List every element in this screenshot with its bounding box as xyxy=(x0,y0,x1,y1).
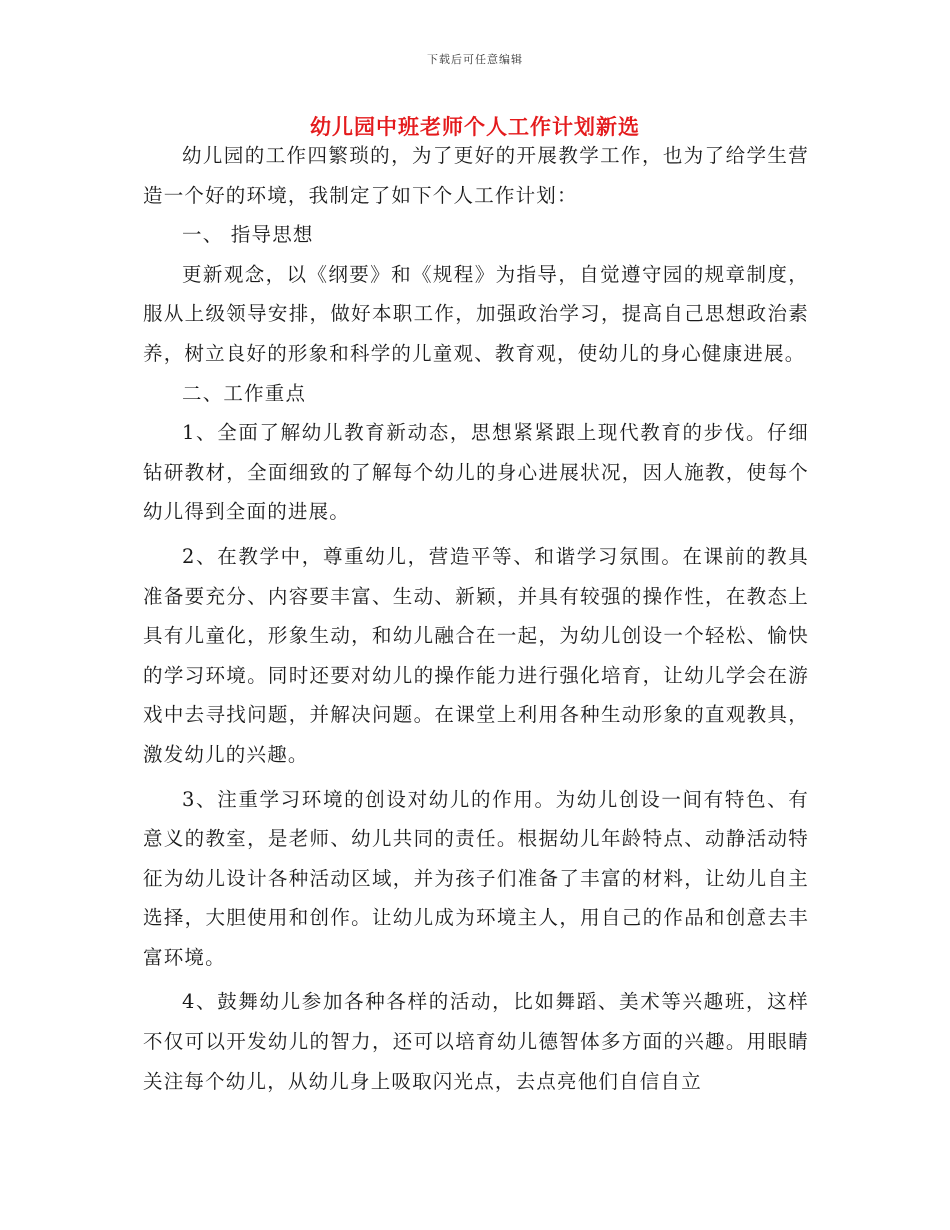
paragraph-item-3: 3、注重学习环境的创设对幼儿的作用。为幼儿创设一间有特色、有意义的教室，是老师、幼儿共同的责任。根据幼儿年龄特点、动静活动特征为幼儿设计各种活动区域，并为孩子们准备了丰富的材料，让幼儿自主选择，大胆使用和创作。让幼儿成为环境主人，用自己的作品和创意去丰富环境。 xyxy=(143,787,809,969)
paragraph-item-4: 4、鼓舞幼儿参加各种各样的活动，比如舞蹈、美术等兴趣班，这样不仅可以开发幼儿的智力，还可以培育幼儿德智体多方面的兴趣。用眼睛关注每个幼儿，从幼儿身上吸取闪光点，去点亮他们自信自立 xyxy=(143,990,809,1093)
intro-paragraph: 幼儿园的工作四繁琐的，为了更好的开展教学工作，也为了给学生营造一个好的环境，我制定了如下个人工作计划： xyxy=(143,144,809,207)
paragraph-item-1: 1、全面了解幼儿教育新动态，思想紧紧跟上现代教育的步伐。仔细钻研教材，全面细致的了解每个幼儿的身心进展状况，因人施教，使每个幼儿得到全面的进展。 xyxy=(143,421,809,524)
section-heading-work-focus: 二、工作重点 xyxy=(182,381,307,405)
paragraph-item-2: 2、在教学中，尊重幼儿，营造平等、和谐学习氛围。在课前的教具准备要充分、内容要丰富、生动、新颖，并具有较强的操作性，在教态上具有儿童化，形象生动，和幼儿融合在一起，为幼儿创设一个轻松、愉快的学习环境。同时还要对幼儿的操作能力进行强化培育，让幼儿学会在游戏中去寻找问题，并解决问题。在课堂上利用各种生动形象的直观教具，激发幼儿的兴趣。 xyxy=(143,544,809,766)
document-body xyxy=(143,136,809,1101)
paragraph-guiding-thought: 更新观念，以《纲要》和《规程》为指导，自觉遵守园的规章制度，服从上级领导安排，做好本职工作，加强政治学习，提高自己思想政治素养，树立良好的形象和科学的儿童观、教育观，使幼儿的身心健康进展。 xyxy=(143,262,809,365)
header-note: 下载后可任意编辑 xyxy=(427,53,523,66)
document-title: 幼儿园中班老师个人工作计划新选 xyxy=(310,114,640,139)
section-heading-guiding-thought: 一、 指导思想 xyxy=(182,223,314,247)
